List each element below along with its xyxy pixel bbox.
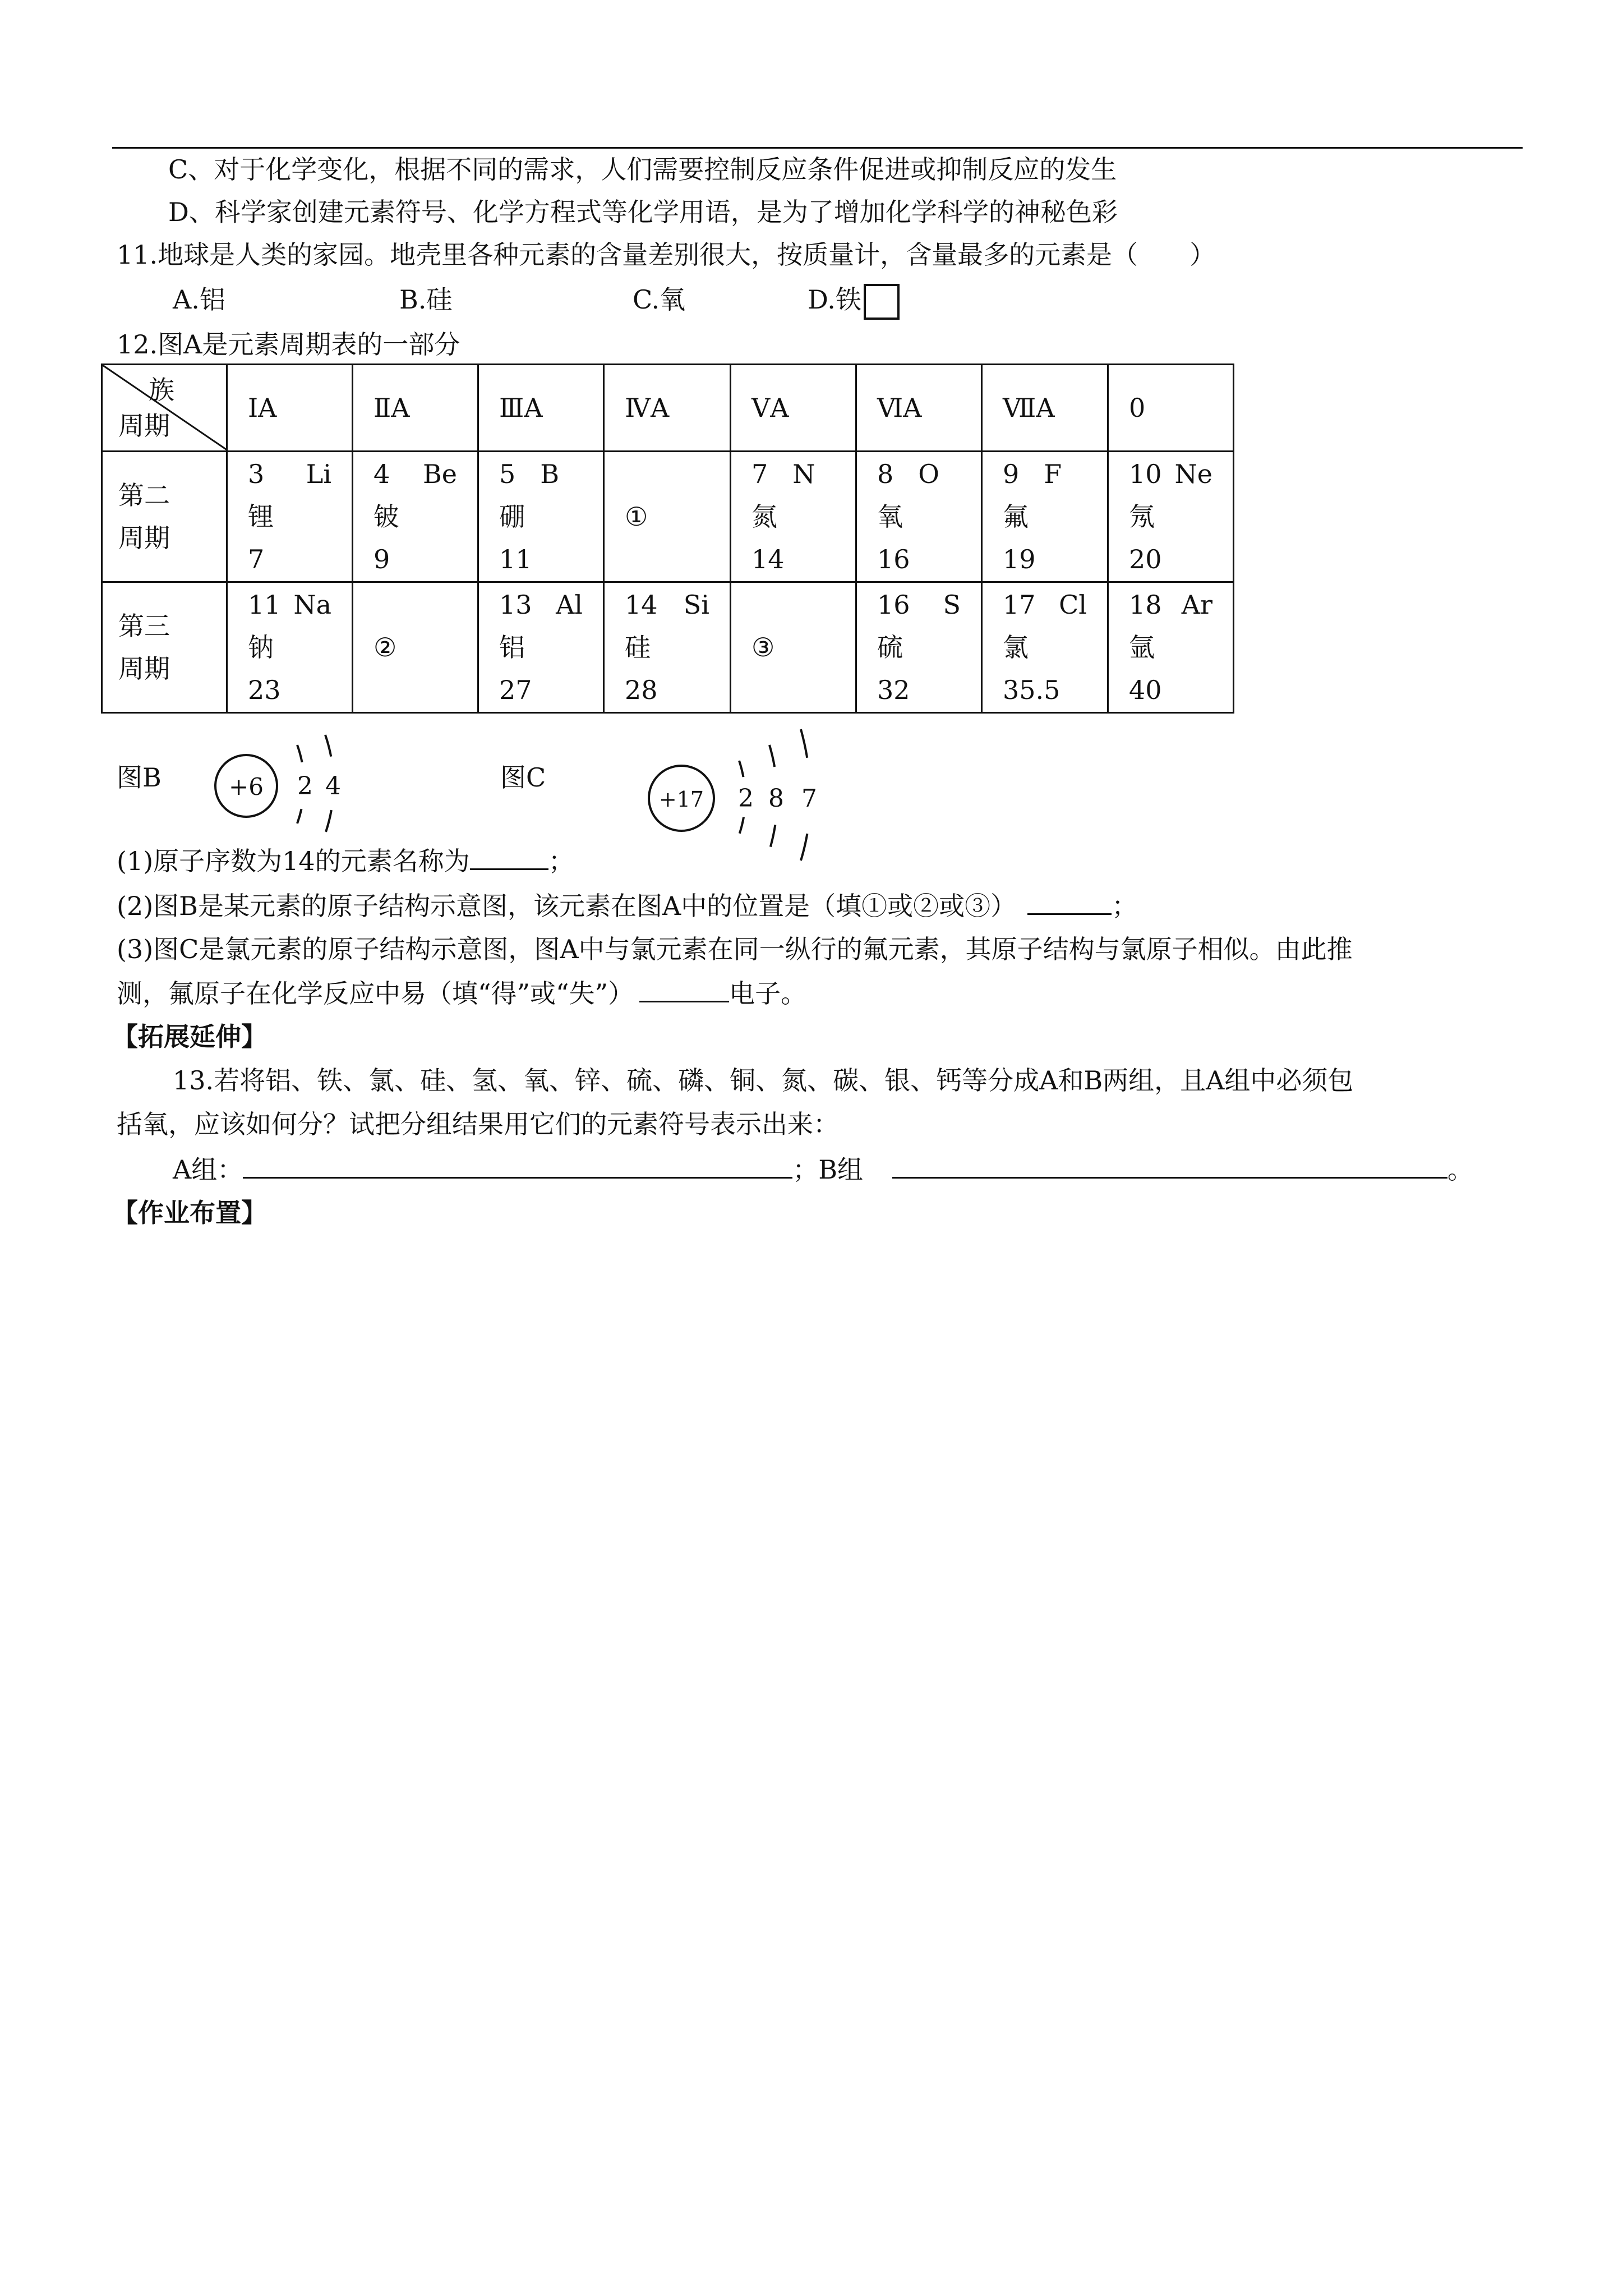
q13-answer-line: A组： ；B组 。 (173, 1152, 1473, 1186)
element-cell-o: 8 O 氧 16 (856, 452, 982, 582)
fig-c-shell-count-3: 7 (801, 784, 817, 813)
answer-blank-3[interactable] (639, 976, 729, 1002)
fig-b-atom-diagram (213, 728, 359, 835)
element-cell-ne: 10 Ne 氖 20 (1108, 452, 1234, 582)
group-a-blank[interactable] (243, 1152, 792, 1179)
answer-blank-2[interactable] (1027, 889, 1112, 915)
period-label: 第三 周期 (102, 582, 227, 713)
group-b-blank[interactable] (892, 1152, 1447, 1179)
fig-b-nucleus-label: +6 (229, 773, 264, 800)
fig-c-shell-count-1: 2 (738, 784, 754, 813)
q13-line1: 13.若将铝、铁、氯、硅、氢、氧、锌、硫、磷、铜、氮、碳、银、钙等分成A和B两组，且A组中必须包 (173, 1065, 1354, 1096)
element-cell-si: 14 Si 硅 28 (604, 582, 731, 713)
q11-option-c: C.氧 (633, 284, 686, 315)
q11-option-d-text: D.铁 (808, 284, 861, 315)
element-cell-li: 3 Li 锂 7 (227, 452, 353, 582)
table-row-period-2 (102, 452, 1234, 582)
element-cell-ar: 18 Ar 氩 40 (1108, 582, 1234, 713)
fig-c-nucleus-label: +17 (658, 787, 704, 812)
group-header: ⅦA (982, 365, 1108, 452)
option-d-prev: D、科学家创建元素符号、化学方程式等化学用语，是为了增加化学科学的神秘色彩 (168, 197, 1118, 227)
element-cell-cl: 17 Cl 氯 35.5 (982, 582, 1108, 713)
group-header: ⅣA (604, 365, 731, 452)
fig-c-shell-count-2: 8 (768, 784, 784, 813)
fig-b-shell-count-1: 2 (297, 772, 313, 800)
q12-sub2: (2)图B是某元素的原子结构示意图，该元素在图A中的位置是（填①或②或③） ； (117, 889, 1137, 923)
group-header: ⅥA (856, 365, 982, 452)
element-cell-n: 7 N 氮 14 (731, 452, 856, 582)
table-row-period-3 (102, 582, 1234, 713)
periodic-table (101, 364, 1234, 714)
q11-stem: 11.地球是人类的家园。地壳里各种元素的含量差别很大，按质量计，含量最多的元素是（ ） (117, 240, 1216, 270)
option-c-prev: C、对于化学变化，根据不同的需求，人们需要控制反应条件促进或抑制反应的发生 (168, 154, 1117, 185)
group-header: ⅤA (731, 365, 856, 452)
q11-option-b: B.硅 (399, 284, 453, 315)
q12-sub3-line1: (3)图C是氯元素的原子结构示意图，图A中与氯元素在同一纵行的氟元素，其原子结构与氯原子相似。由此推 (117, 934, 1353, 964)
q11-option-a: A.铝 (173, 284, 225, 315)
corner-label-group: 族 (149, 375, 174, 405)
group-header: ⅢA (478, 365, 604, 452)
extend-heading: 【拓展延伸】 (112, 1022, 267, 1052)
fig-b-shell-count-2: 4 (325, 772, 341, 800)
element-cell-al: 13 Al 铝 27 (478, 582, 604, 713)
element-cell-be: 4 Be 铍 9 (353, 452, 478, 582)
corner-label-period: 周期 (118, 411, 170, 441)
homework-heading: 【作业布置】 (112, 1198, 267, 1228)
q12-stem: 12.图A是元素周期表的一部分 (117, 329, 460, 360)
fig-c-label: 图C (500, 762, 546, 793)
blank-cell-3: ③ (731, 582, 856, 713)
element-cell-s: 16 S 硫 32 (856, 582, 982, 713)
q12-sub1: (1)原子序数为14的元素名称为 ； (117, 844, 574, 878)
element-cell-na: 11 Na 钠 23 (227, 582, 353, 713)
fig-c-atom-diagram (645, 723, 830, 863)
group-header: ⅡA (353, 365, 478, 452)
group-header: 0 (1108, 365, 1234, 452)
q11-option-d (808, 283, 900, 320)
group-a-label: A组： (173, 1154, 243, 1185)
q12-sub3-line2: 测，氟原子在化学反应中易（填“得”或“失”） 电子。 (117, 976, 806, 1010)
element-cell-b: 5 B 硼 11 (478, 452, 604, 582)
period-label: 第二 周期 (102, 452, 227, 582)
blank-cell-2: ② (353, 582, 478, 713)
element-cell-f: 9 F 氟 19 (982, 452, 1108, 582)
blank-cell-1: ① (604, 452, 731, 582)
answer-blank-1[interactable] (470, 844, 548, 870)
table-header-row (102, 365, 1234, 452)
header-rule (112, 147, 1523, 149)
group-b-label: ；B组 (792, 1154, 864, 1185)
answer-box (864, 284, 900, 320)
group-header: ⅠA (227, 365, 353, 452)
table-corner-cell (102, 365, 227, 452)
q13-line2: 括氧，应该如何分？试把分组结果用它们的元素符号表示出来： (117, 1109, 839, 1139)
fig-b-label: 图B (117, 762, 162, 793)
